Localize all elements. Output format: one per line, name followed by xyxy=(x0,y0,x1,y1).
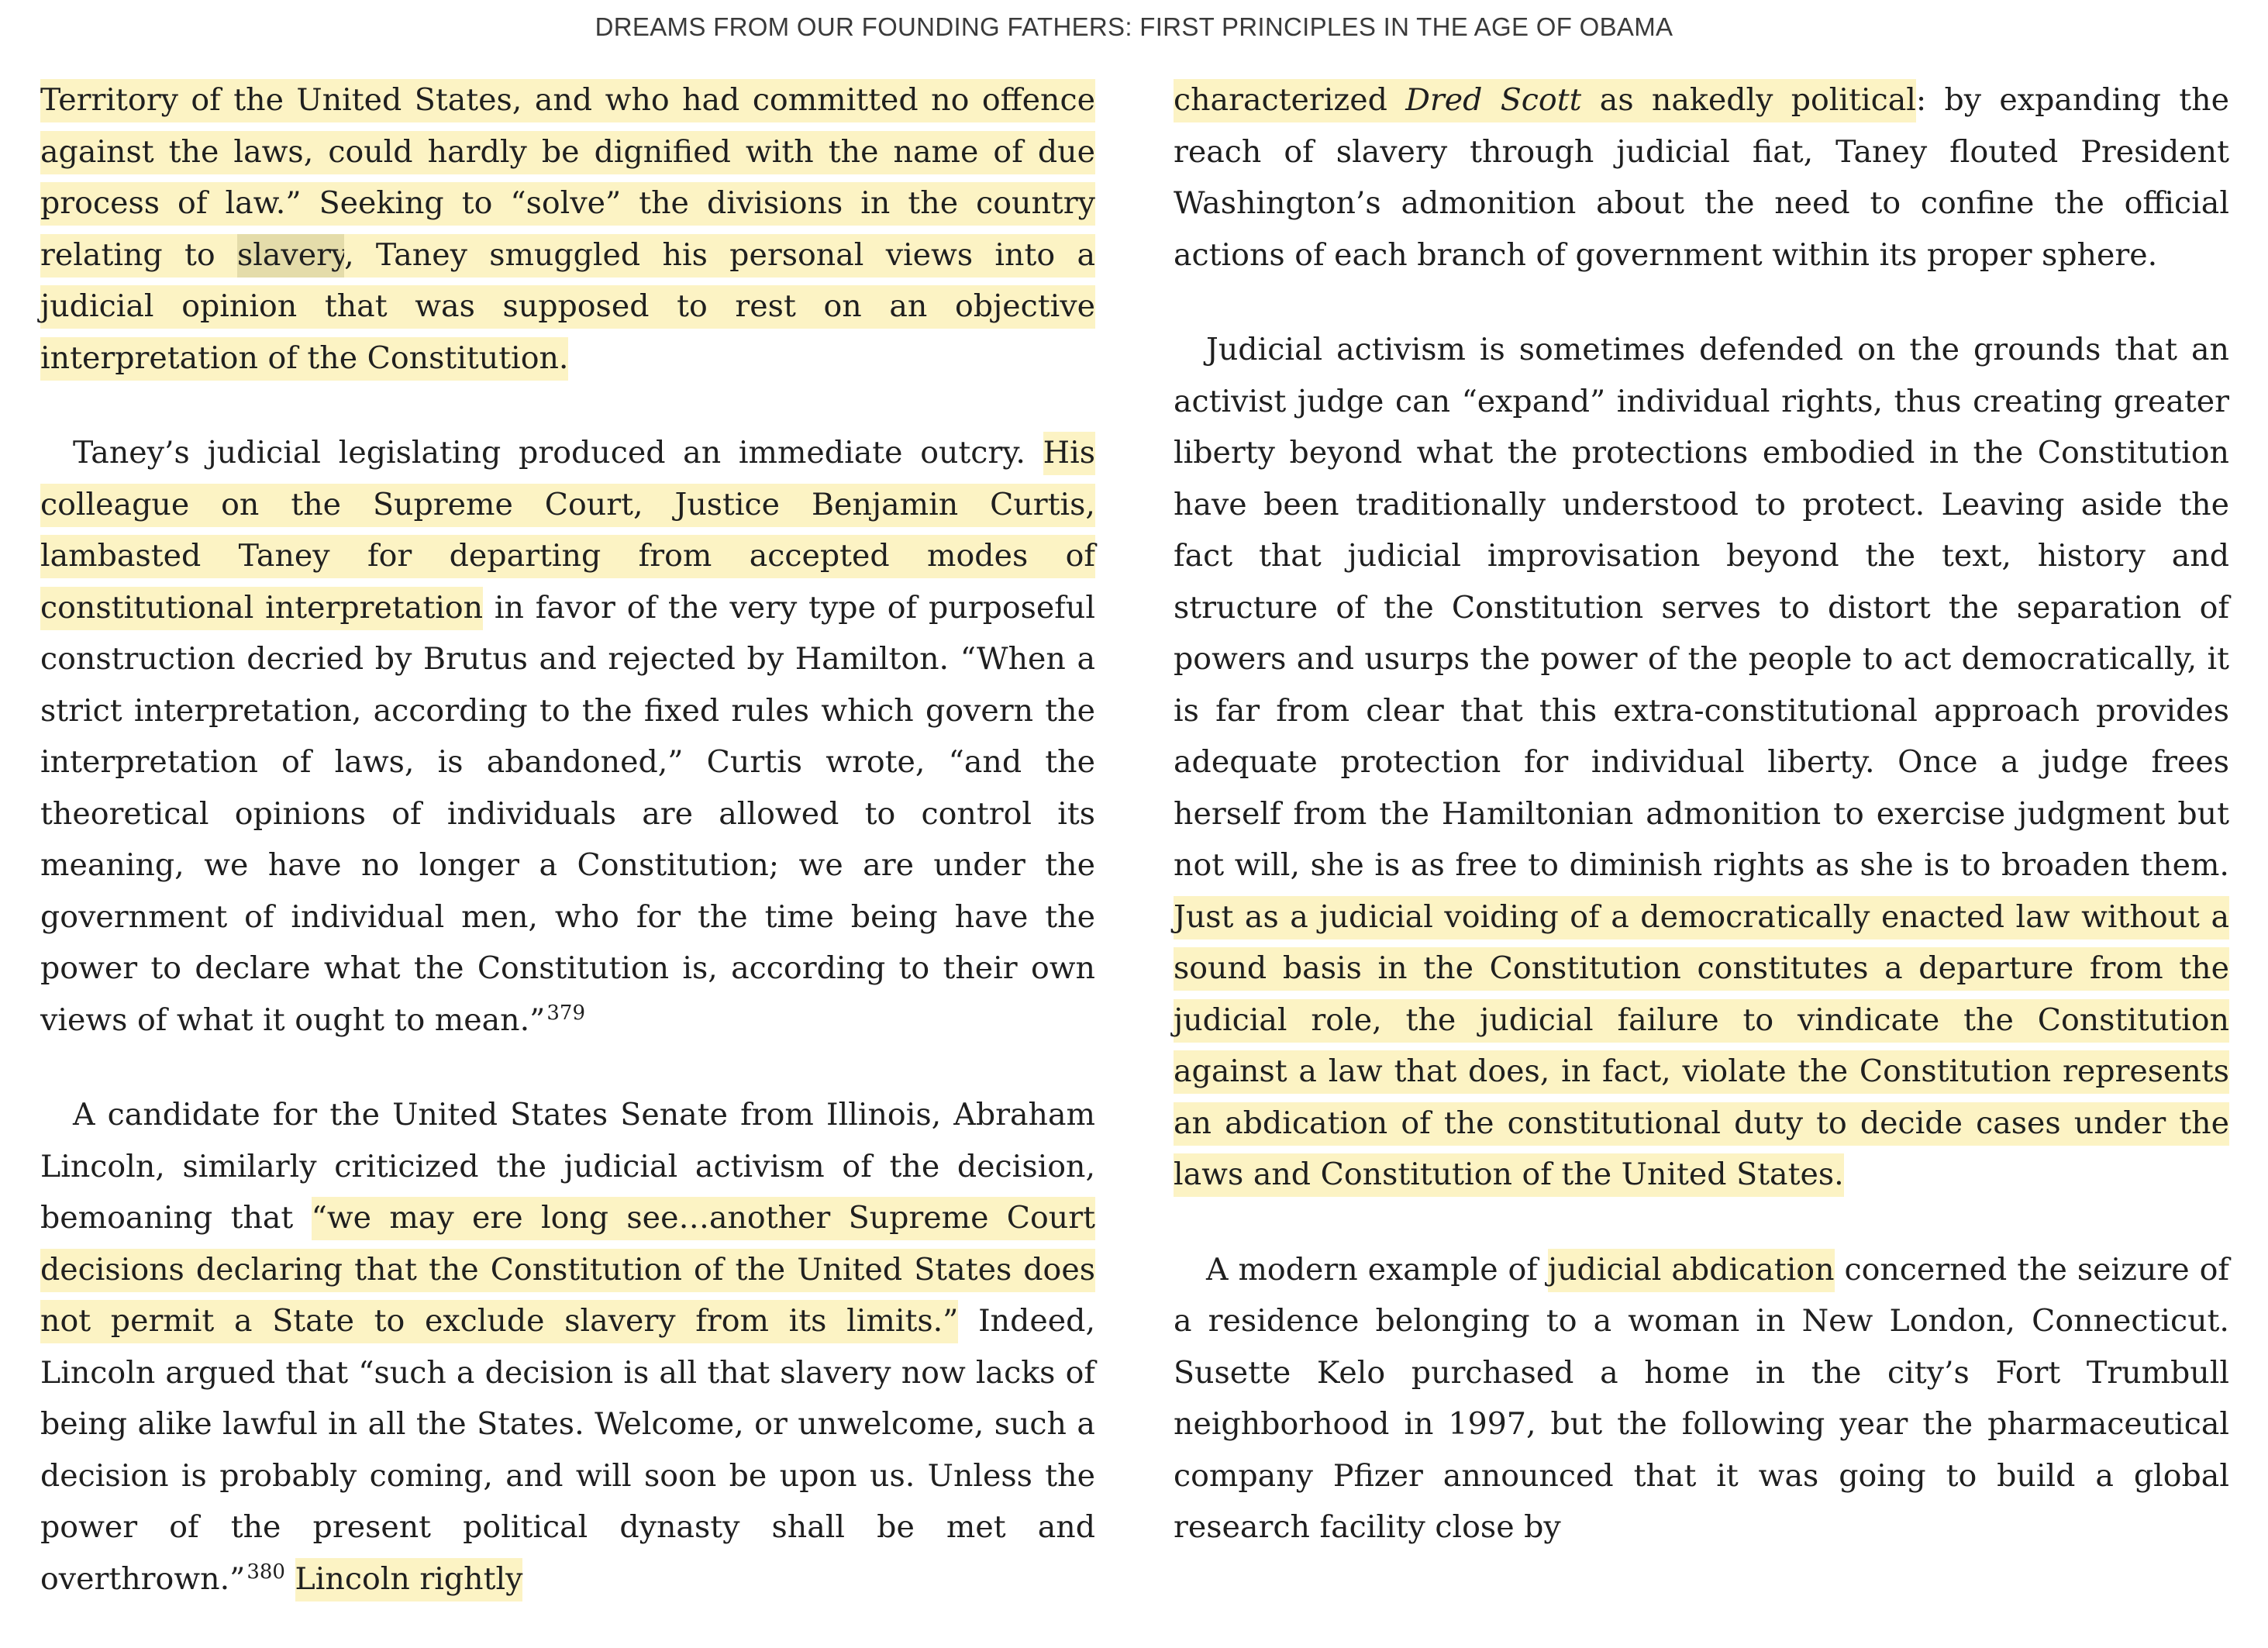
paragraph-right-2 xyxy=(1174,324,2229,1201)
text-right-2: Judicial activism is sometimes defended on the grounds that an activist judge can “expand” individual rights, thus creating greater liberty beyond what the protections embodied in the Constitution have been traditionally understood to protect. Leaving aside the fact that judicial improvisation beyond the text, history and structure of the Constitution serves to distort the separation of powers and usurps the power of the people to act democratically, it is far from clear that this extra-constitutional approach provides adequate protection for individual liberty. Once a judge frees herself from the Hamiltonian admonition to exercise judgment but not will, she is as free to diminish rights as she is to broaden them. xyxy=(1174,332,2229,883)
highlight-lincoln-quote[interactable]: “we may ere long see…another Supreme Court decisions declaring that the Constitution of the United States does not permit a State to exclude slavery from its limits.” xyxy=(40,1197,1095,1343)
text-left-2b: in favor of the very type of purposeful construction decried by Brutus and rejected by Hamilton. “When a strict interpretation, according to the fixed rules which govern the interpretation of laws, is abandoned,” Curtis wrote, “and the theoretical opinions of individuals are allowed to control its meaning, we have no longer a Constitution; we are under the government of individual men, who for the time being have the power to declare what the Constitution is, according to their own views of what it ought to mean.” xyxy=(40,589,1095,1038)
left-column xyxy=(40,74,1095,1648)
text-space xyxy=(285,1561,295,1597)
paragraph-left-1 xyxy=(40,74,1095,384)
highlight-left-2[interactable]: His colleague on the Supreme Court, Justice Benjamin Curtis, lambasted Taney for departing from accepted modes of constitutional interpretation xyxy=(40,432,1095,630)
running-header: DREAMS FROM OUR FOUNDING FATHERS: FIRST PRINCIPLES IN THE AGE OF OBAMA xyxy=(595,12,1673,41)
text-left-3b: Indeed, Lincoln argued that “such a decision is all that slavery now lacks of being alike lawful in all the States. Welcome, or unwelcome, such a decision is probably coming, and will soon be upon us. Unless the power of the present political dynasty shall be met and overthrown.” xyxy=(40,1303,1096,1597)
highlight-left-3-end[interactable]: Lincoln rightly xyxy=(295,1558,523,1601)
text-right-1: : by expanding the reach of slavery through judicial fiat, Taney flouted President Washington’s admonition about the need to confine the official actions of each branch of government within its proper sphere. xyxy=(1174,82,2229,273)
paragraph-left-3 xyxy=(40,1089,1095,1605)
highlight-left-1b[interactable]: , Taney smuggled his personal views into a judicial opinion that was supposed to rest on an objective interpretation of the Constitution. xyxy=(40,234,1095,381)
highlight-dred-scott[interactable]: Dred Scott xyxy=(1405,79,1581,122)
highlight-right-2[interactable]: Just as a judicial voiding of a democratically enacted law without a sound basis in the Constitution constitutes a departure from the judicial role, the judicial failure to vindicate the Constitution against a law that does, in fact, violate the Constitution represents an abdication of the constitutional duty to decide cases under the laws and Constitution of the United States. xyxy=(1174,896,2229,1198)
paragraph-right-3 xyxy=(1174,1244,2229,1553)
paragraph-right-1 xyxy=(1174,74,2229,281)
text-left-3a: A candidate for the United States Senate from Illinois, Abraham Lincoln, similarly criticized the judicial activism of the decision, bemoaning that xyxy=(40,1097,1095,1236)
text-right-3a: A modern example of xyxy=(1206,1251,1548,1288)
highlight-judicial-abdication[interactable]: judicial abdication xyxy=(1548,1249,1835,1292)
selected-word[interactable]: slavery xyxy=(237,234,344,278)
text-right-3b: concerned the seizure of a residence belonging to a woman in New London, Connecticut. Susette Kelo purchased a home in the city’s Fort Trumbull neighborhood in 1997, but the following year the pharmaceutical company Pfizer announced that it was going to build a global research facility close by xyxy=(1174,1251,2229,1545)
right-column xyxy=(1174,74,2229,1597)
text-left-2a: Taney’s judicial legislating produced an immediate outcry. xyxy=(73,435,1043,471)
footnote-ref-379[interactable]: 379 xyxy=(546,1001,586,1025)
highlight-right-1a[interactable]: characterized xyxy=(1174,79,1405,122)
paragraph-left-2 xyxy=(40,427,1095,1046)
highlight-left-1a[interactable]: Territory of the United States, and who had committed no offence against the laws, could hardly be dignified with the name of due process of law.” Seeking to “solve” the divisions in the country relating to xyxy=(40,79,1095,278)
footnote-ref-380[interactable]: 380 xyxy=(246,1560,285,1584)
highlight-right-1b[interactable]: as nakedly political xyxy=(1581,79,1915,122)
